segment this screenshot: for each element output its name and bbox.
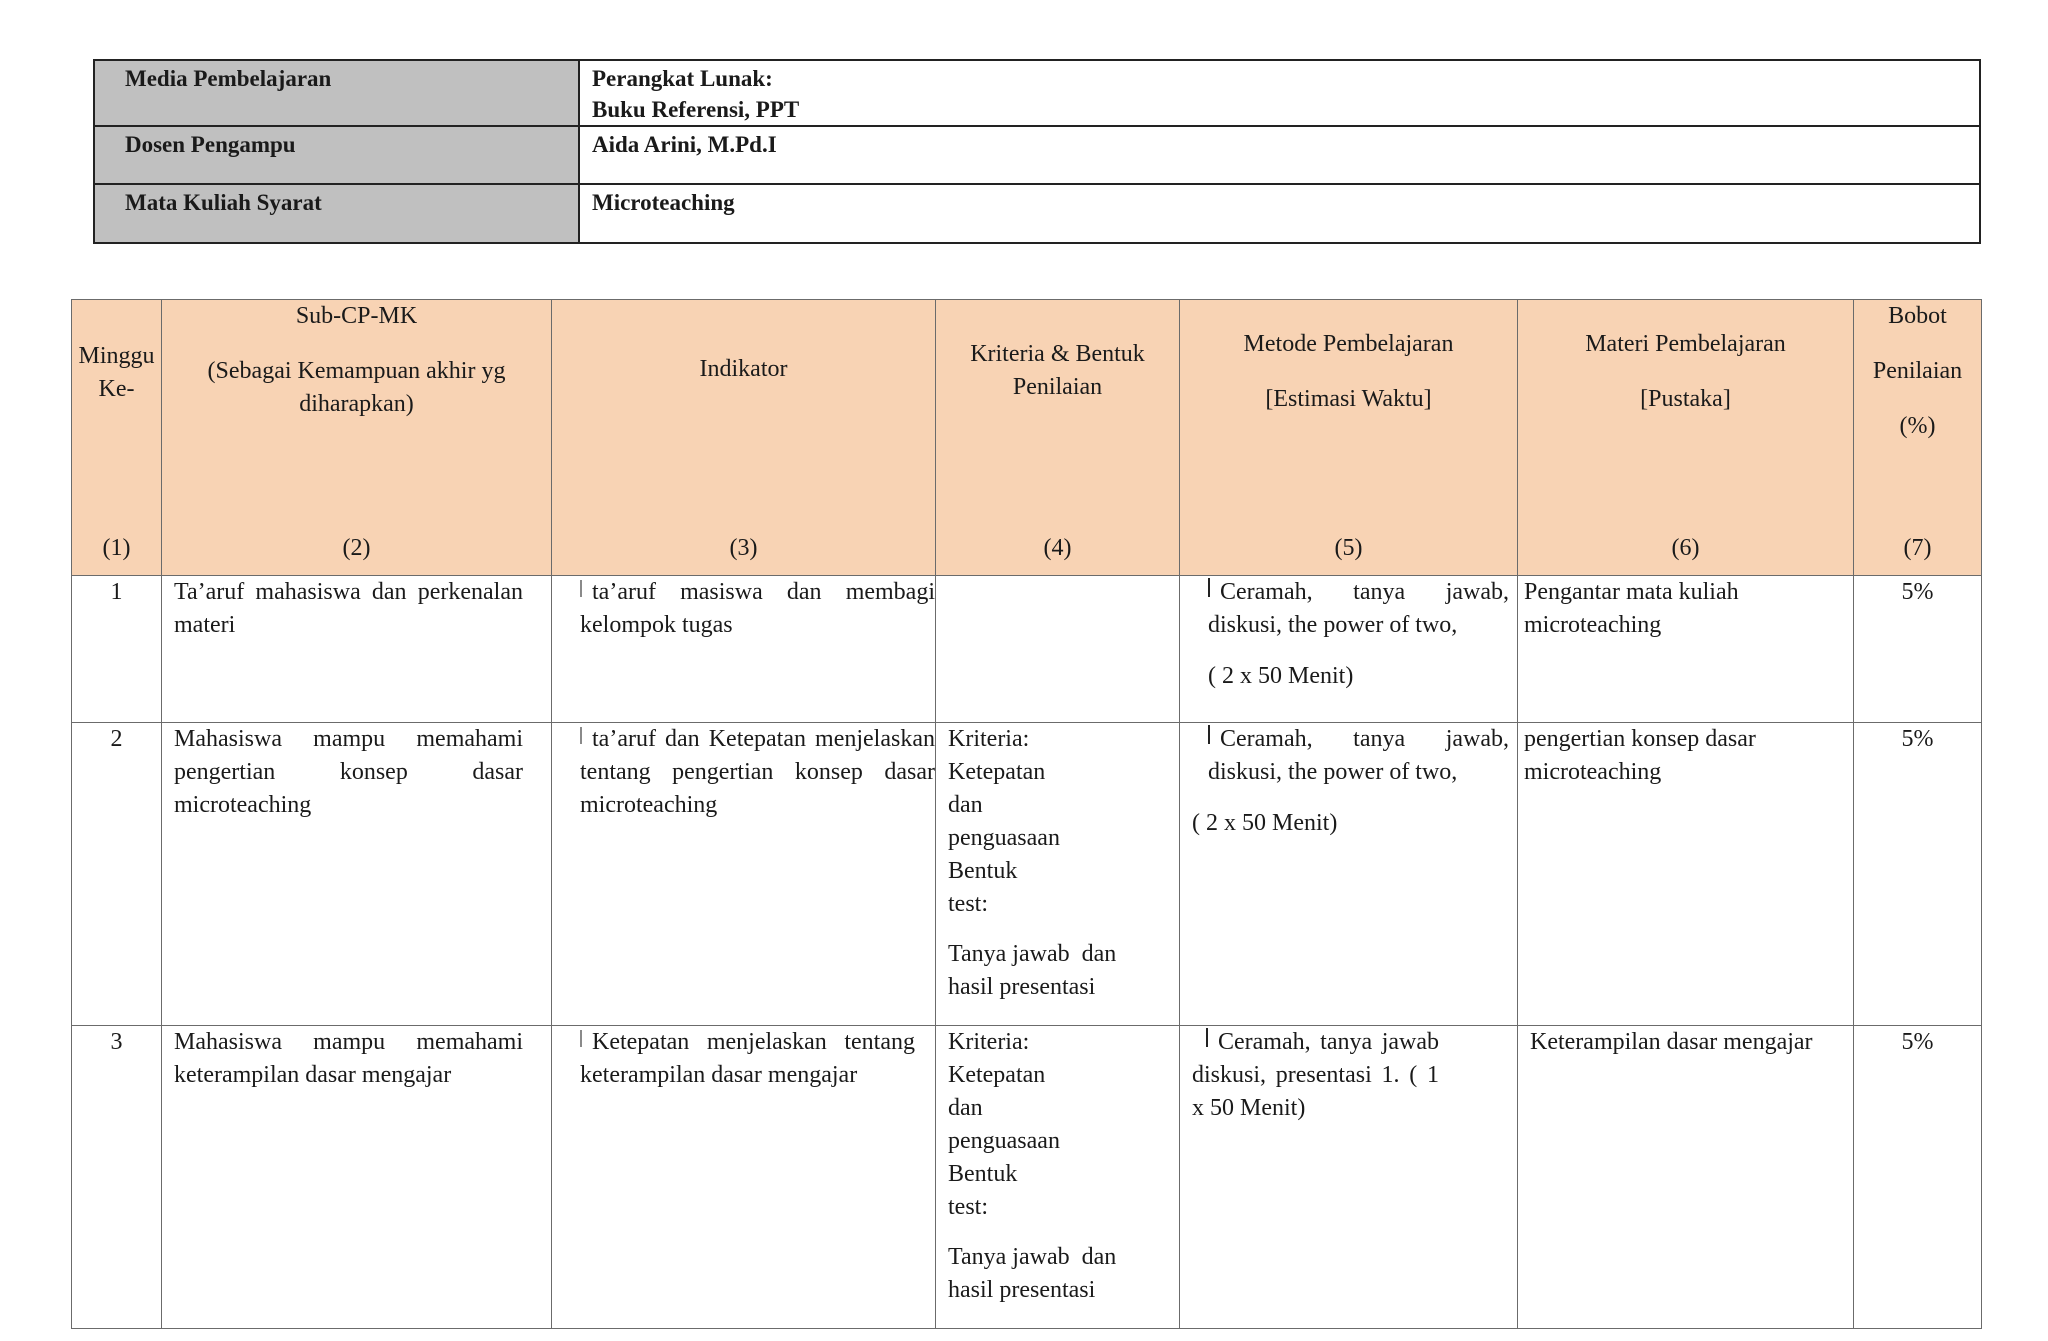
cell-bobot: 5% <box>1854 1026 1982 1329</box>
kriteria-line: hasil presentasi <box>948 974 1096 1000</box>
cell-text: Keterampilan dasar mengajar <box>1530 1029 1813 1055</box>
table-row <box>72 576 1982 723</box>
info-label: Media Pembelajaran <box>94 60 579 126</box>
cell-text: Mahasiswa mampu memahami pengertian konsep dasar microteaching <box>174 726 523 818</box>
cell-text: Mahasiswa mampu memahami keterampilan dasar mengajar <box>174 1029 523 1088</box>
cell-subcpmk <box>162 576 552 723</box>
cell-kriteria <box>936 576 1180 723</box>
cell-time: ( 2 x 50 Menit) <box>1192 810 1338 836</box>
kriteria-line: Bentuk <box>948 858 1018 884</box>
header-text: Kriteria & Bentuk Penilaian <box>970 341 1145 400</box>
cell-materi <box>1518 723 1854 1026</box>
header-subcpmk <box>162 300 552 522</box>
cell-text: Ta’aruf mahasiswa dan perkenalan materi <box>174 579 523 638</box>
cell-text: Pengantar mata kuliah microteaching <box>1524 579 1739 638</box>
info-value <box>579 60 1980 126</box>
column-number: (6) <box>1518 521 1854 576</box>
header-text: Materi Pembelajaran <box>1585 331 1786 357</box>
kriteria-line: Ketepatan <box>948 759 1046 785</box>
cell-minggu: 1 <box>72 576 162 723</box>
info-label: Dosen Pengampu <box>94 126 579 184</box>
info-value-line: Perangkat Lunak: <box>592 66 773 91</box>
cell-text: ta’aruf dan Ketepatan menjelaskan tentang pengertian konsep dasar microteaching <box>580 726 935 818</box>
column-number: (1) <box>72 521 162 576</box>
header-kriteria <box>936 300 1180 522</box>
kriteria-line: Kriteria: <box>948 1029 1030 1055</box>
kriteria-line: dan <box>948 792 983 818</box>
cell-text: Ceramah, tanya jawab, diskusi, the power of two, <box>1208 726 1509 785</box>
kriteria-line: hasil presentasi <box>948 1277 1096 1303</box>
table-row <box>72 1026 1982 1329</box>
info-value <box>579 184 1980 243</box>
cell-bobot: 5% <box>1854 576 1982 723</box>
table-row <box>72 723 1982 1026</box>
kriteria-line: Ketepatan <box>948 1062 1046 1088</box>
header-text: Indikator <box>699 356 788 382</box>
column-number: (2) <box>162 521 552 576</box>
header-minggu <box>72 300 162 522</box>
header-text: [Pustaka] <box>1640 386 1731 412</box>
cell-bobot: 5% <box>1854 723 1982 1026</box>
cell-materi <box>1518 576 1854 723</box>
bullet-marker <box>1208 725 1210 744</box>
header-text: Ke- <box>98 376 135 402</box>
info-value-line: Aida Arini, M.Pd.I <box>592 132 777 157</box>
column-number: (7) <box>1854 521 1982 576</box>
header-text: Penilaian <box>1872 358 1963 384</box>
cell-kriteria <box>936 1026 1180 1329</box>
column-number-row <box>72 521 1982 576</box>
header-text: [Estimasi Waktu] <box>1265 386 1432 412</box>
header-indikator <box>552 300 936 522</box>
header-metode <box>1180 300 1518 522</box>
cell-indikator <box>552 723 936 1026</box>
cell-text: Ceramah, tanya jawab, diskusi, the power of two, <box>1208 579 1509 638</box>
kriteria-line: penguasaan <box>948 825 1060 851</box>
cell-text: Ketepatan menjelaskan tentang keterampilan dasar mengajar <box>580 1029 915 1088</box>
info-value <box>579 126 1980 184</box>
kriteria-line: Kriteria: <box>948 726 1030 752</box>
cell-text: Ceramah, tanya jawab diskusi, presentasi 1. ( 1 x 50 Menit) <box>1192 1029 1439 1121</box>
cell-minggu: 2 <box>72 723 162 1026</box>
bullet-marker <box>580 727 582 744</box>
info-row-prasyarat <box>94 184 1980 243</box>
header-bobot <box>1854 300 1982 522</box>
cell-kriteria <box>936 723 1180 1026</box>
info-value-line: Buku Referensi, PPT <box>592 97 800 122</box>
cell-text: ta’aruf masiswa dan membagi kelompok tugas <box>580 579 935 638</box>
header-text: (Sebagai Kemampuan akhir yg diharapkan) <box>207 358 506 417</box>
cell-minggu: 3 <box>72 1026 162 1329</box>
kriteria-line: Tanya jawab dan <box>948 1244 1117 1270</box>
cell-subcpmk <box>162 1026 552 1329</box>
cell-metode <box>1180 723 1518 1026</box>
header-text: Minggu <box>78 343 155 369</box>
kriteria-line: Tanya jawab dan <box>948 941 1117 967</box>
table-header-row <box>72 300 1982 522</box>
cell-indikator <box>552 1026 936 1329</box>
column-number: (5) <box>1180 521 1518 576</box>
cell-metode <box>1180 1026 1518 1329</box>
info-label: Mata Kuliah Syarat <box>94 184 579 243</box>
weekly-plan-table <box>71 299 1982 1329</box>
cell-metode <box>1180 576 1518 723</box>
column-number: (3) <box>552 521 936 576</box>
cell-indikator <box>552 576 936 723</box>
header-text: Sub-CP-MK <box>295 303 418 329</box>
info-value-line: Microteaching <box>592 190 735 215</box>
column-number: (4) <box>936 521 1180 576</box>
header-text: Metode Pembelajaran <box>1243 331 1454 357</box>
cell-text: pengertian konsep dasar microteaching <box>1524 726 1756 785</box>
course-info-table <box>93 59 1981 244</box>
info-row-media <box>94 60 1980 126</box>
bullet-marker <box>1206 1028 1208 1047</box>
cell-subcpmk <box>162 723 552 1026</box>
bullet-marker <box>580 1030 582 1047</box>
kriteria-line: test: <box>948 1194 988 1220</box>
cell-materi <box>1518 1026 1854 1329</box>
kriteria-line: dan <box>948 1095 983 1121</box>
info-row-dosen <box>94 126 1980 184</box>
header-materi <box>1518 300 1854 522</box>
header-text: Bobot <box>1888 303 1947 329</box>
cell-time: ( 2 x 50 Menit) <box>1208 663 1354 689</box>
kriteria-line: Bentuk <box>948 1161 1018 1187</box>
header-text: (%) <box>1899 413 1936 439</box>
bullet-marker <box>1208 578 1210 597</box>
bullet-marker <box>580 580 582 597</box>
kriteria-line: test: <box>948 891 988 917</box>
kriteria-line: penguasaan <box>948 1128 1060 1154</box>
